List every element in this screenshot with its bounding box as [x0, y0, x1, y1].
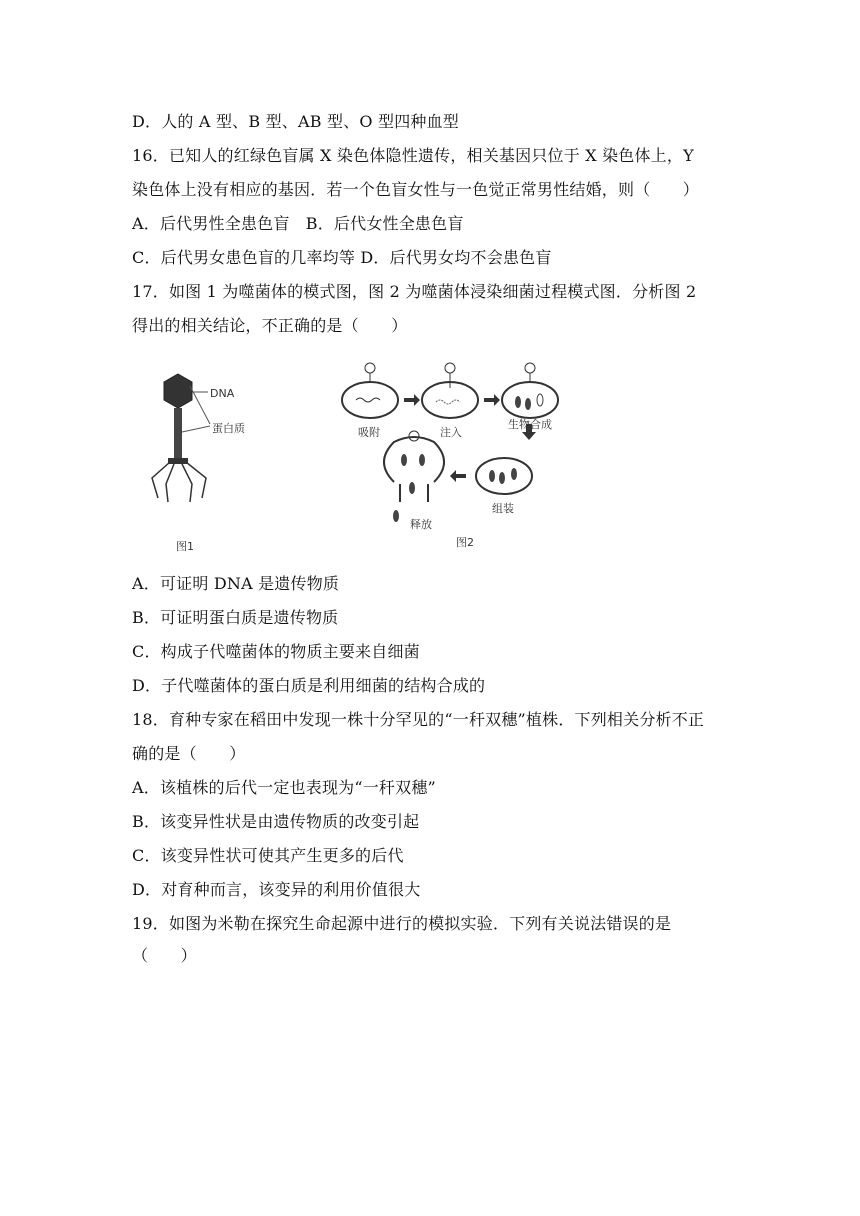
option-16-ab: A．后代男性全患色盲 B．后代女性全患色盲 — [132, 214, 464, 233]
phage-figure-svg — [130, 352, 570, 562]
option-17-c: C．构成子代噬菌体的物质主要来自细菌 — [132, 642, 420, 661]
step-adsorb-label: 吸附 — [358, 426, 380, 439]
question-18-line-1: 18．育种专家在稻田中发现一株十分罕见的“一秆双穗”植株．下列相关分析不正 — [132, 710, 705, 729]
phage-figure — [130, 352, 570, 562]
figure-2-caption: 图2 — [456, 536, 474, 549]
option-18-d: D．对育种而言，该变异的利用价值很大 — [132, 880, 421, 899]
option-18-a: A．该植株的后代一定也表现为“一秆双穗” — [132, 778, 436, 797]
question-17-line-1: 17．如图 1 为噬菌体的模式图，图 2 为噬菌体浸染细菌过程模式图．分析图 2 — [132, 282, 697, 301]
question-18-line-2: 确的是（ ） — [132, 744, 246, 763]
phage-model — [152, 374, 210, 502]
infection-process — [342, 363, 558, 522]
dna-label: DNA — [210, 387, 235, 400]
question-19-line-2: （ ） — [132, 946, 197, 965]
option-16-cd: C．后代男女患色盲的几率均等 D．后代男女均不会患色盲 — [132, 248, 552, 267]
option-18-c: C．该变异性状可使其产生更多的后代 — [132, 846, 404, 865]
step-inject-label: 注入 — [440, 426, 462, 439]
step-synthesis-label: 生物合成 — [508, 418, 552, 431]
question-16-line-1: 16．已知人的红绿色盲属 X 染色体隐性遗传，相关基因只位于 X 染色体上，Y — [132, 146, 694, 165]
protein-label: 蛋白质 — [212, 422, 245, 435]
question-17-line-2: 得出的相关结论，不正确的是（ ） — [132, 316, 408, 335]
question-16-line-2: 染色体上没有相应的基因．若一个色盲女性与一色觉正常男性结婚，则（ ） — [132, 180, 700, 199]
option-17-b: B．可证明蛋白质是遗传物质 — [132, 608, 339, 627]
figure-1-caption: 图1 — [176, 540, 194, 553]
step-assemble-label: 组装 — [492, 502, 514, 515]
step-release-label: 释放 — [410, 518, 432, 531]
option-18-b: B．该变异性状是由遗传物质的改变引起 — [132, 812, 420, 831]
option-17-a: A．可证明 DNA 是遗传物质 — [132, 574, 340, 593]
option-17-d: D．子代噬菌体的蛋白质是利用细菌的结构合成的 — [132, 676, 486, 695]
question-19-line-1: 19．如图为米勒在探究生命起源中进行的模拟实验．下列有关说法错误的是 — [132, 914, 672, 933]
option-15-d: D．人的 A 型、B 型、AB 型、O 型四种血型 — [132, 112, 460, 131]
